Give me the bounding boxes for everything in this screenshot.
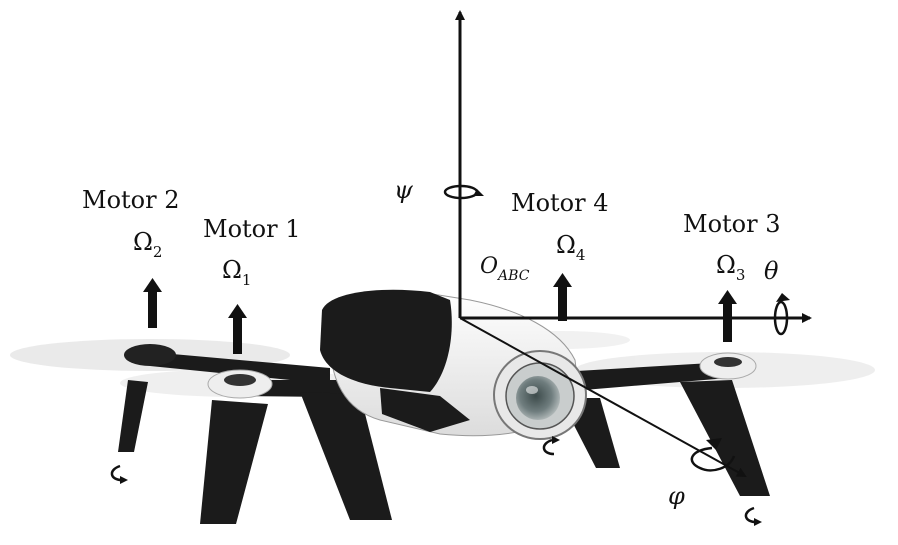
- leg-front-right: [680, 380, 770, 496]
- origin-main: O: [480, 254, 499, 279]
- motor-2-omega-sub: 2: [152, 243, 163, 261]
- yaw-label: ψ: [394, 176, 413, 204]
- motor-4-speed: [556, 231, 586, 264]
- lens-glint: [526, 386, 538, 394]
- motor-3-speed: [716, 251, 746, 284]
- motor-1-omega: Ω: [222, 256, 242, 284]
- motor-3-label: Motor 3: [683, 210, 781, 238]
- origin-label: [480, 254, 530, 284]
- motor-3-omega: Ω: [716, 251, 736, 279]
- leg-front-left: [200, 400, 268, 524]
- thrust-arrow-2: [143, 278, 162, 328]
- rotor-hub-1-cap: [224, 374, 256, 386]
- rotor-hub-2: [124, 344, 176, 366]
- origin-sub: ABC: [498, 268, 530, 284]
- motor-2-speed: [133, 228, 163, 261]
- motor-3-omega-sub: 3: [735, 266, 746, 284]
- motor-1-label: Motor 1: [203, 215, 301, 243]
- pitch-label: θ: [764, 257, 779, 285]
- spin-marker-front-right-head: [754, 518, 762, 526]
- spin-marker-rear-left-head: [120, 476, 128, 484]
- motor-1-omega-sub: 1: [241, 271, 252, 289]
- motor-4-omega-sub: 4: [575, 246, 586, 264]
- motor-2-label: Motor 2: [82, 186, 180, 214]
- pitch-rotation-head: [776, 293, 790, 302]
- motor-2-omega: Ω: [133, 228, 153, 256]
- lens-glass: [516, 376, 560, 420]
- rotor-hub-3-cap: [714, 357, 742, 367]
- thrust-arrow-4: [553, 273, 572, 321]
- leg-rear-left: [118, 380, 148, 452]
- motor-4-label: Motor 4: [511, 189, 609, 217]
- motor-4-omega: Ω: [556, 231, 576, 259]
- roll-label: φ: [668, 482, 685, 510]
- motor-1-speed: [222, 256, 252, 289]
- thrust-arrow-3: [718, 290, 737, 342]
- camera-lens: [494, 351, 586, 439]
